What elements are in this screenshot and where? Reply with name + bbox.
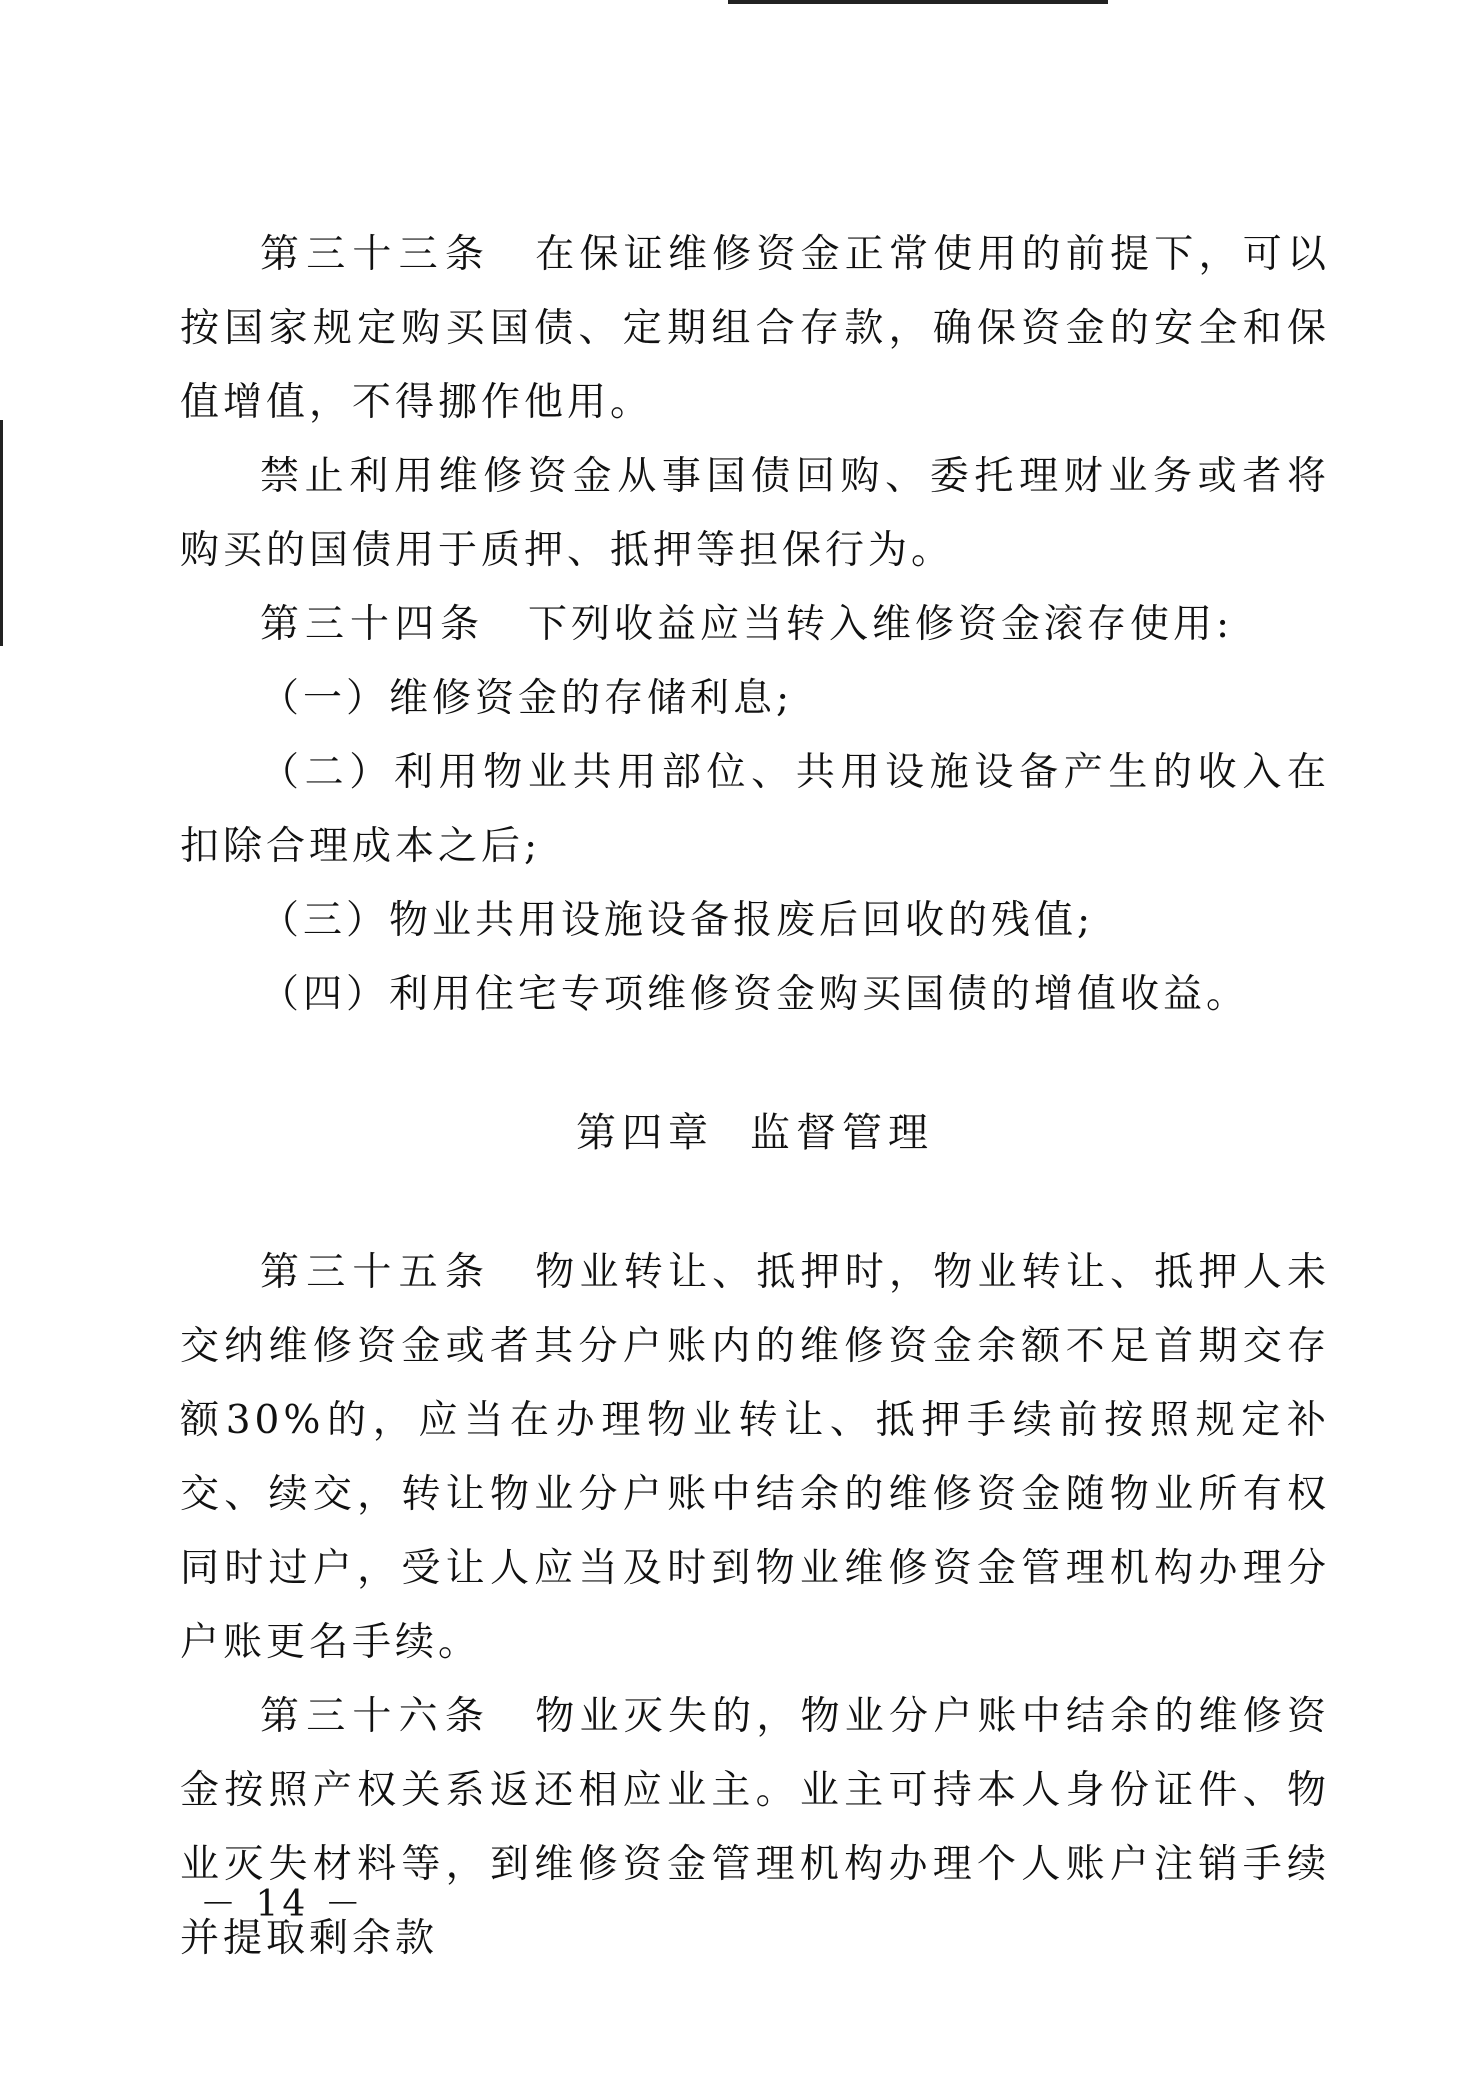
article-34-intro [180, 588, 1330, 662]
article-heading: 第三十四条 [260, 602, 486, 647]
article-heading: 第三十五条 [260, 1250, 492, 1295]
article-body: 物业灭失的，物业分户账中结余的维修资金按照产权关系返还相应业主。业主可持本人身份证件、物业灭失材料等，到维修资金管理机构办理个人账户注销手续并提取剩余款 [180, 1694, 1330, 1961]
scan-edge-mark [0, 420, 3, 646]
article-body: 物业转让、抵押时，物业转让、抵押人未交纳维修资金或者其分户账内的维修资金余额不足首期交存额30%的，应当在办理物业转让、抵押手续前按照规定补交、续交，转让物业分户账中结余的维修资金随物业所有权同时过户，受让人应当及时到物业维修资金管理机构办理分户账更名手续。 [180, 1250, 1330, 1665]
top-rule [728, 0, 1108, 4]
document-page [180, 218, 1330, 1976]
article-35 [180, 1236, 1330, 1680]
article-36 [180, 1680, 1330, 1976]
article-body: 在保证维修资金正常使用的前提下，可以按国家规定购买国债、定期组合存款，确保资金的安全和保值增值，不得挪作他用。 [180, 232, 1330, 425]
chapter-title: 监督管理 [750, 1110, 934, 1156]
list-item-text: （三）物业共用设施设备报废后回收的残值; [260, 898, 1095, 943]
article-33-para-2 [180, 440, 1330, 588]
article-34-item-1 [180, 662, 1330, 736]
chapter-number: 第四章 [576, 1110, 714, 1156]
article-34-item-4 [180, 958, 1330, 1032]
list-item-text: （四）利用住宅专项维修资金购买国债的增值收益。 [260, 972, 1250, 1017]
article-heading: 第三十三条 [260, 232, 492, 277]
page-number: － 14 － [200, 1884, 365, 1925]
list-item-text: （一）维修资金的存储利息; [260, 676, 794, 721]
article-heading: 第三十六条 [260, 1694, 492, 1739]
chapter-heading [180, 1096, 1330, 1170]
list-item-text: （二）利用物业共用部位、共用设施设备产生的收入在扣除合理成本之后; [180, 750, 1330, 869]
article-33-para-1 [180, 218, 1330, 440]
article-body: 下列收益应当转入维修资金滚存使用: [528, 602, 1234, 647]
article-34-item-2 [180, 736, 1330, 884]
article-34-item-3 [180, 884, 1330, 958]
article-body: 禁止利用维修资金从事国债回购、委托理财业务或者将购买的国债用于质押、抵押等担保行为。 [180, 454, 1330, 573]
